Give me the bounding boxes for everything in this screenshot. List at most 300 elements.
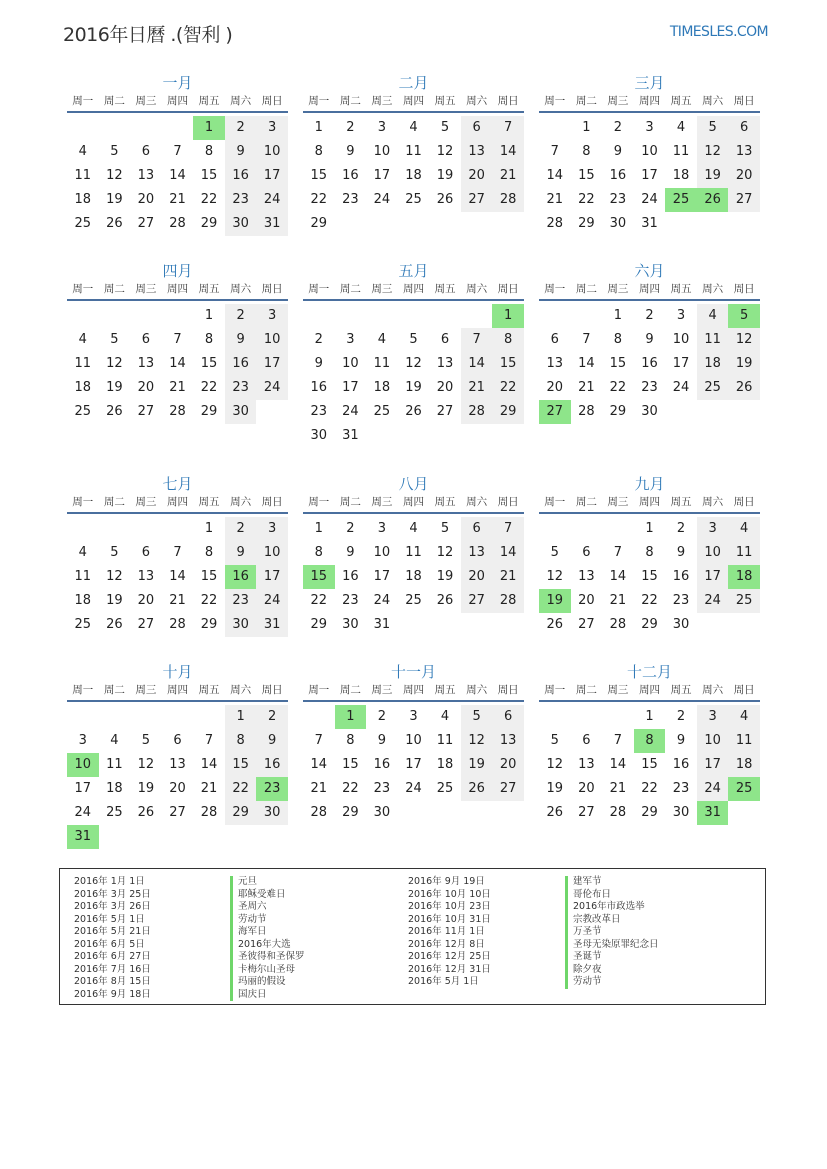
day-cell[interactable]: 14	[169, 356, 186, 371]
day-cell[interactable]: 23	[225, 589, 257, 613]
holiday-day-cell[interactable]: 25	[665, 188, 697, 212]
day-cell[interactable]: 6	[141, 545, 151, 560]
day-cell[interactable]: 22	[200, 380, 218, 395]
day-cell[interactable]: 18	[697, 352, 729, 376]
day-cell[interactable]: 16	[672, 569, 690, 584]
day-cell[interactable]: 10	[342, 356, 359, 371]
day-cell[interactable]: 27	[137, 617, 155, 632]
day-cell[interactable]: 13	[436, 356, 454, 371]
day-cell[interactable]: 23	[225, 188, 257, 212]
holiday-day-cell[interactable]: 1	[492, 304, 524, 328]
day-cell[interactable]: 4	[728, 517, 760, 541]
day-cell[interactable]: 8	[582, 144, 591, 159]
day-cell[interactable]: 23	[225, 376, 257, 400]
day-cell[interactable]: 10	[373, 545, 391, 560]
day-cell[interactable]: 7	[173, 332, 182, 347]
day-cell[interactable]: 30	[225, 400, 257, 424]
day-cell[interactable]: 14	[546, 168, 564, 183]
day-cell[interactable]: 24	[373, 192, 391, 207]
day-cell[interactable]: 10	[697, 729, 729, 753]
day-cell[interactable]: 26	[546, 617, 564, 632]
day-cell[interactable]: 20	[461, 565, 493, 589]
day-cell[interactable]: 7	[492, 517, 524, 541]
day-cell[interactable]: 2	[346, 120, 355, 135]
day-cell[interactable]: 4	[697, 304, 729, 328]
holiday-day-cell[interactable]: 26	[697, 188, 729, 212]
day-cell[interactable]: 25	[106, 805, 123, 820]
day-cell[interactable]: 15	[310, 168, 328, 183]
day-cell[interactable]: 19	[106, 192, 123, 207]
day-cell[interactable]: 13	[461, 541, 493, 565]
holiday-day-cell[interactable]: 15	[303, 565, 335, 589]
day-cell[interactable]: 9	[346, 144, 355, 159]
day-cell[interactable]: 29	[310, 216, 328, 231]
day-cell[interactable]: 21	[492, 164, 524, 188]
day-cell[interactable]: 29	[342, 805, 359, 820]
holiday-day-cell[interactable]: 8	[634, 729, 666, 753]
day-cell[interactable]: 17	[256, 565, 288, 589]
day-cell[interactable]: 28	[546, 216, 564, 231]
day-cell[interactable]: 15	[200, 569, 218, 584]
day-cell[interactable]: 15	[200, 356, 218, 371]
day-cell[interactable]: 13	[169, 757, 186, 772]
day-cell[interactable]: 5	[461, 705, 493, 729]
day-cell[interactable]: 7	[314, 733, 323, 748]
day-cell[interactable]: 11	[405, 144, 422, 159]
day-cell[interactable]: 12	[728, 328, 760, 352]
day-cell[interactable]: 24	[256, 376, 288, 400]
holiday-day-cell[interactable]: 31	[67, 825, 99, 849]
day-cell[interactable]: 6	[141, 144, 151, 159]
day-cell[interactable]: 5	[110, 332, 119, 347]
day-cell[interactable]: 11	[436, 733, 454, 748]
day-cell[interactable]: 24	[342, 404, 359, 419]
day-cell[interactable]: 13	[137, 356, 155, 371]
day-cell[interactable]: 2	[314, 332, 323, 347]
day-cell[interactable]: 28	[169, 617, 186, 632]
day-cell[interactable]: 3	[346, 332, 355, 347]
day-cell[interactable]: 28	[169, 216, 186, 231]
day-cell[interactable]: 28	[310, 805, 328, 820]
day-cell[interactable]: 27	[137, 216, 155, 231]
day-cell[interactable]: 24	[256, 188, 288, 212]
day-cell[interactable]: 12	[697, 140, 729, 164]
day-cell[interactable]: 20	[461, 164, 493, 188]
day-cell[interactable]: 16	[672, 757, 690, 772]
day-cell[interactable]: 18	[436, 757, 454, 772]
day-cell[interactable]: 26	[728, 376, 760, 400]
day-cell[interactable]: 15	[200, 168, 218, 183]
day-cell[interactable]: 28	[492, 188, 524, 212]
day-cell[interactable]: 23	[342, 192, 359, 207]
day-cell[interactable]: 5	[409, 332, 418, 347]
day-cell[interactable]: 13	[492, 729, 524, 753]
day-cell[interactable]: 18	[74, 593, 92, 608]
day-cell[interactable]: 29	[225, 801, 257, 825]
day-cell[interactable]: 28	[609, 805, 627, 820]
day-cell[interactable]: 14	[200, 757, 218, 772]
day-cell[interactable]: 3	[256, 304, 288, 328]
day-cell[interactable]: 11	[373, 356, 391, 371]
day-cell[interactable]: 12	[106, 168, 123, 183]
holiday-day-cell[interactable]: 27	[539, 400, 571, 424]
day-cell[interactable]: 4	[78, 545, 87, 560]
day-cell[interactable]: 11	[728, 729, 760, 753]
day-cell[interactable]: 16	[342, 168, 359, 183]
day-cell[interactable]: 20	[578, 781, 595, 796]
day-cell[interactable]: 7	[613, 545, 623, 560]
day-cell[interactable]: 17	[641, 168, 658, 183]
day-cell[interactable]: 10	[641, 144, 658, 159]
day-cell[interactable]: 29	[641, 617, 658, 632]
day-cell[interactable]: 1	[204, 308, 214, 323]
day-cell[interactable]: 29	[609, 404, 627, 419]
holiday-day-cell[interactable]: 16	[225, 565, 257, 589]
holiday-day-cell[interactable]: 31	[697, 801, 729, 825]
day-cell[interactable]: 15	[641, 757, 658, 772]
day-cell[interactable]: 1	[314, 521, 323, 536]
day-cell[interactable]: 4	[409, 521, 418, 536]
day-cell[interactable]: 20	[728, 164, 760, 188]
day-cell[interactable]: 27	[578, 805, 595, 820]
day-cell[interactable]: 15	[492, 352, 524, 376]
day-cell[interactable]: 16	[641, 356, 658, 371]
day-cell[interactable]: 17	[697, 565, 729, 589]
day-cell[interactable]: 2	[225, 116, 257, 140]
day-cell[interactable]: 7	[461, 328, 493, 352]
day-cell[interactable]: 1	[204, 521, 214, 536]
day-cell[interactable]: 31	[256, 212, 288, 236]
day-cell[interactable]: 17	[405, 757, 422, 772]
day-cell[interactable]: 21	[546, 192, 564, 207]
day-cell[interactable]: 11	[697, 328, 729, 352]
day-cell[interactable]: 22	[342, 781, 359, 796]
holiday-day-cell[interactable]: 25	[728, 777, 760, 801]
day-cell[interactable]: 17	[373, 569, 391, 584]
day-cell[interactable]: 24	[405, 781, 422, 796]
day-cell[interactable]: 7	[550, 144, 559, 159]
day-cell[interactable]: 19	[405, 380, 422, 395]
day-cell[interactable]: 12	[405, 356, 422, 371]
day-cell[interactable]: 18	[405, 168, 422, 183]
day-cell[interactable]: 31	[641, 216, 658, 231]
day-cell[interactable]: 19	[106, 593, 123, 608]
day-cell[interactable]: 27	[578, 617, 595, 632]
holiday-day-cell[interactable]: 18	[728, 565, 760, 589]
day-cell[interactable]: 11	[672, 144, 690, 159]
day-cell[interactable]: 2	[346, 521, 355, 536]
day-cell[interactable]: 21	[609, 593, 627, 608]
day-cell[interactable]: 20	[578, 593, 595, 608]
day-cell[interactable]: 14	[609, 757, 627, 772]
day-cell[interactable]: 14	[169, 569, 186, 584]
day-cell[interactable]: 6	[141, 332, 151, 347]
day-cell[interactable]: 17	[672, 356, 690, 371]
day-cell[interactable]: 12	[106, 356, 123, 371]
day-cell[interactable]: 13	[578, 569, 595, 584]
day-cell[interactable]: 5	[110, 545, 119, 560]
day-cell[interactable]: 9	[314, 356, 323, 371]
day-cell[interactable]: 30	[225, 613, 257, 637]
day-cell[interactable]: 20	[492, 753, 524, 777]
day-cell[interactable]: 1	[225, 705, 257, 729]
day-cell[interactable]: 14	[578, 356, 595, 371]
day-cell[interactable]: 6	[728, 116, 760, 140]
day-cell[interactable]: 27	[461, 589, 493, 613]
day-cell[interactable]: 27	[728, 188, 760, 212]
day-cell[interactable]: 16	[225, 352, 257, 376]
day-cell[interactable]: 6	[492, 705, 524, 729]
day-cell[interactable]: 21	[169, 593, 186, 608]
day-cell[interactable]: 29	[200, 404, 218, 419]
day-cell[interactable]: 10	[256, 328, 288, 352]
day-cell[interactable]: 26	[546, 805, 564, 820]
day-cell[interactable]: 8	[346, 733, 355, 748]
day-cell[interactable]: 8	[314, 545, 323, 560]
day-cell[interactable]: 22	[578, 192, 595, 207]
day-cell[interactable]: 8	[204, 545, 214, 560]
day-cell[interactable]: 24	[697, 777, 729, 801]
day-cell[interactable]: 21	[200, 781, 218, 796]
holiday-day-cell[interactable]: 1	[193, 116, 225, 140]
day-cell[interactable]: 28	[169, 404, 186, 419]
day-cell[interactable]: 5	[550, 545, 559, 560]
day-cell[interactable]: 9	[346, 545, 355, 560]
day-cell[interactable]: 26	[106, 216, 123, 231]
day-cell[interactable]: 11	[74, 569, 92, 584]
day-cell[interactable]: 21	[578, 380, 595, 395]
day-cell[interactable]: 21	[310, 781, 328, 796]
day-cell[interactable]: 30	[256, 801, 288, 825]
day-cell[interactable]: 22	[310, 192, 328, 207]
day-cell[interactable]: 24	[697, 589, 729, 613]
day-cell[interactable]: 11	[405, 545, 422, 560]
day-cell[interactable]: 10	[697, 541, 729, 565]
day-cell[interactable]: 7	[173, 144, 182, 159]
day-cell[interactable]: 4	[440, 709, 450, 724]
day-cell[interactable]: 19	[436, 569, 454, 584]
day-cell[interactable]: 24	[672, 380, 690, 395]
day-cell[interactable]: 2	[613, 120, 623, 135]
day-cell[interactable]: 3	[676, 308, 686, 323]
day-cell[interactable]: 13	[137, 168, 155, 183]
day-cell[interactable]: 1	[314, 120, 323, 135]
day-cell[interactable]: 28	[200, 805, 218, 820]
day-cell[interactable]: 14	[461, 352, 493, 376]
day-cell[interactable]: 4	[676, 120, 686, 135]
day-cell[interactable]: 25	[74, 404, 92, 419]
day-cell[interactable]: 14	[169, 168, 186, 183]
day-cell[interactable]: 10	[672, 332, 690, 347]
day-cell[interactable]: 15	[225, 753, 257, 777]
day-cell[interactable]: 20	[137, 593, 155, 608]
day-cell[interactable]: 1	[645, 709, 654, 724]
day-cell[interactable]: 23	[342, 593, 359, 608]
day-cell[interactable]: 25	[405, 192, 422, 207]
day-cell[interactable]: 5	[550, 733, 559, 748]
day-cell[interactable]: 31	[342, 428, 359, 443]
day-cell[interactable]: 24	[256, 589, 288, 613]
day-cell[interactable]: 27	[169, 805, 186, 820]
day-cell[interactable]: 15	[641, 569, 658, 584]
day-cell[interactable]: 31	[256, 613, 288, 637]
day-cell[interactable]: 26	[137, 805, 155, 820]
day-cell[interactable]: 19	[546, 781, 564, 796]
day-cell[interactable]: 19	[728, 352, 760, 376]
day-cell[interactable]: 18	[74, 380, 92, 395]
day-cell[interactable]: 13	[137, 569, 155, 584]
day-cell[interactable]: 7	[204, 733, 214, 748]
day-cell[interactable]: 19	[697, 164, 729, 188]
day-cell[interactable]: 8	[204, 144, 214, 159]
day-cell[interactable]: 21	[169, 192, 186, 207]
day-cell[interactable]: 3	[697, 705, 729, 729]
day-cell[interactable]: 22	[641, 593, 658, 608]
day-cell[interactable]: 9	[613, 144, 623, 159]
day-cell[interactable]: 6	[582, 733, 591, 748]
day-cell[interactable]: 16	[342, 569, 359, 584]
day-cell[interactable]: 3	[697, 517, 729, 541]
day-cell[interactable]: 29	[310, 617, 328, 632]
holiday-day-cell[interactable]: 1	[335, 705, 367, 729]
day-cell[interactable]: 9	[225, 328, 257, 352]
day-cell[interactable]: 12	[106, 569, 123, 584]
day-cell[interactable]: 6	[173, 733, 182, 748]
day-cell[interactable]: 29	[492, 400, 524, 424]
day-cell[interactable]: 4	[409, 120, 418, 135]
day-cell[interactable]: 22	[200, 593, 218, 608]
day-cell[interactable]: 11	[74, 168, 92, 183]
day-cell[interactable]: 18	[672, 168, 690, 183]
day-cell[interactable]: 14	[492, 140, 524, 164]
day-cell[interactable]: 22	[492, 376, 524, 400]
day-cell[interactable]: 30	[373, 805, 391, 820]
day-cell[interactable]: 1	[645, 521, 654, 536]
day-cell[interactable]: 30	[609, 216, 627, 231]
day-cell[interactable]: 23	[609, 192, 627, 207]
day-cell[interactable]: 7	[492, 116, 524, 140]
day-cell[interactable]: 25	[373, 404, 391, 419]
day-cell[interactable]: 23	[672, 781, 690, 796]
day-cell[interactable]: 5	[440, 521, 450, 536]
day-cell[interactable]: 28	[578, 404, 595, 419]
day-cell[interactable]: 8	[314, 144, 323, 159]
day-cell[interactable]: 19	[106, 380, 123, 395]
day-cell[interactable]: 23	[641, 380, 658, 395]
day-cell[interactable]: 6	[461, 116, 493, 140]
day-cell[interactable]: 15	[342, 757, 359, 772]
day-cell[interactable]: 4	[728, 705, 760, 729]
day-cell[interactable]: 9	[676, 733, 686, 748]
day-cell[interactable]: 20	[169, 781, 186, 796]
day-cell[interactable]: 17	[256, 164, 288, 188]
day-cell[interactable]: 14	[310, 757, 328, 772]
day-cell[interactable]: 2	[225, 517, 257, 541]
day-cell[interactable]: 21	[169, 380, 186, 395]
day-cell[interactable]: 2	[676, 521, 686, 536]
day-cell[interactable]: 28	[609, 617, 627, 632]
day-cell[interactable]: 22	[609, 380, 627, 395]
day-cell[interactable]: 31	[373, 617, 391, 632]
day-cell[interactable]: 12	[546, 757, 564, 772]
day-cell[interactable]: 17	[697, 753, 729, 777]
day-cell[interactable]: 30	[310, 428, 328, 443]
day-cell[interactable]: 28	[492, 589, 524, 613]
day-cell[interactable]: 30	[641, 404, 658, 419]
day-cell[interactable]: 18	[106, 781, 123, 796]
day-cell[interactable]: 9	[645, 332, 654, 347]
day-cell[interactable]: 19	[461, 753, 493, 777]
day-cell[interactable]: 20	[546, 380, 564, 395]
day-cell[interactable]: 26	[106, 404, 123, 419]
holiday-day-cell[interactable]: 5	[728, 304, 760, 328]
day-cell[interactable]: 19	[137, 781, 155, 796]
day-cell[interactable]: 23	[310, 404, 328, 419]
day-cell[interactable]: 6	[440, 332, 450, 347]
day-cell[interactable]: 16	[373, 757, 391, 772]
day-cell[interactable]: 17	[74, 781, 92, 796]
day-cell[interactable]: 8	[645, 545, 654, 560]
day-cell[interactable]: 4	[110, 733, 119, 748]
day-cell[interactable]: 12	[546, 569, 564, 584]
day-cell[interactable]: 3	[377, 521, 387, 536]
day-cell[interactable]: 22	[200, 192, 218, 207]
day-cell[interactable]: 19	[436, 168, 454, 183]
day-cell[interactable]: 5	[697, 116, 729, 140]
day-cell[interactable]: 27	[137, 404, 155, 419]
day-cell[interactable]: 25	[697, 376, 729, 400]
day-cell[interactable]: 18	[74, 192, 92, 207]
day-cell[interactable]: 5	[110, 144, 119, 159]
day-cell[interactable]: 23	[373, 781, 391, 796]
day-cell[interactable]: 11	[74, 356, 92, 371]
day-cell[interactable]: 9	[225, 541, 257, 565]
day-cell[interactable]: 11	[728, 541, 760, 565]
day-cell[interactable]: 16	[225, 164, 257, 188]
day-cell[interactable]: 23	[672, 593, 690, 608]
holiday-day-cell[interactable]: 19	[539, 589, 571, 613]
day-cell[interactable]: 16	[256, 753, 288, 777]
day-cell[interactable]: 18	[728, 753, 760, 777]
day-cell[interactable]: 15	[609, 356, 627, 371]
day-cell[interactable]: 24	[641, 192, 658, 207]
day-cell[interactable]: 5	[440, 120, 450, 135]
day-cell[interactable]: 27	[461, 188, 493, 212]
day-cell[interactable]: 6	[550, 332, 559, 347]
day-cell[interactable]: 2	[377, 709, 387, 724]
day-cell[interactable]: 24	[74, 805, 92, 820]
day-cell[interactable]: 25	[74, 216, 92, 231]
day-cell[interactable]: 9	[676, 545, 686, 560]
day-cell[interactable]: 7	[582, 332, 591, 347]
day-cell[interactable]: 25	[405, 593, 422, 608]
day-cell[interactable]: 16	[609, 168, 627, 183]
day-cell[interactable]: 1	[582, 120, 591, 135]
day-cell[interactable]: 14	[492, 541, 524, 565]
day-cell[interactable]: 10	[373, 144, 391, 159]
day-cell[interactable]: 5	[141, 733, 151, 748]
day-cell[interactable]: 13	[461, 140, 493, 164]
day-cell[interactable]: 30	[672, 805, 690, 820]
day-cell[interactable]: 17	[342, 380, 359, 395]
day-cell[interactable]: 24	[373, 593, 391, 608]
day-cell[interactable]: 8	[613, 332, 623, 347]
day-cell[interactable]: 2	[676, 709, 686, 724]
day-cell[interactable]: 21	[609, 781, 627, 796]
day-cell[interactable]: 8	[204, 332, 214, 347]
day-cell[interactable]: 13	[728, 140, 760, 164]
day-cell[interactable]: 3	[78, 733, 87, 748]
